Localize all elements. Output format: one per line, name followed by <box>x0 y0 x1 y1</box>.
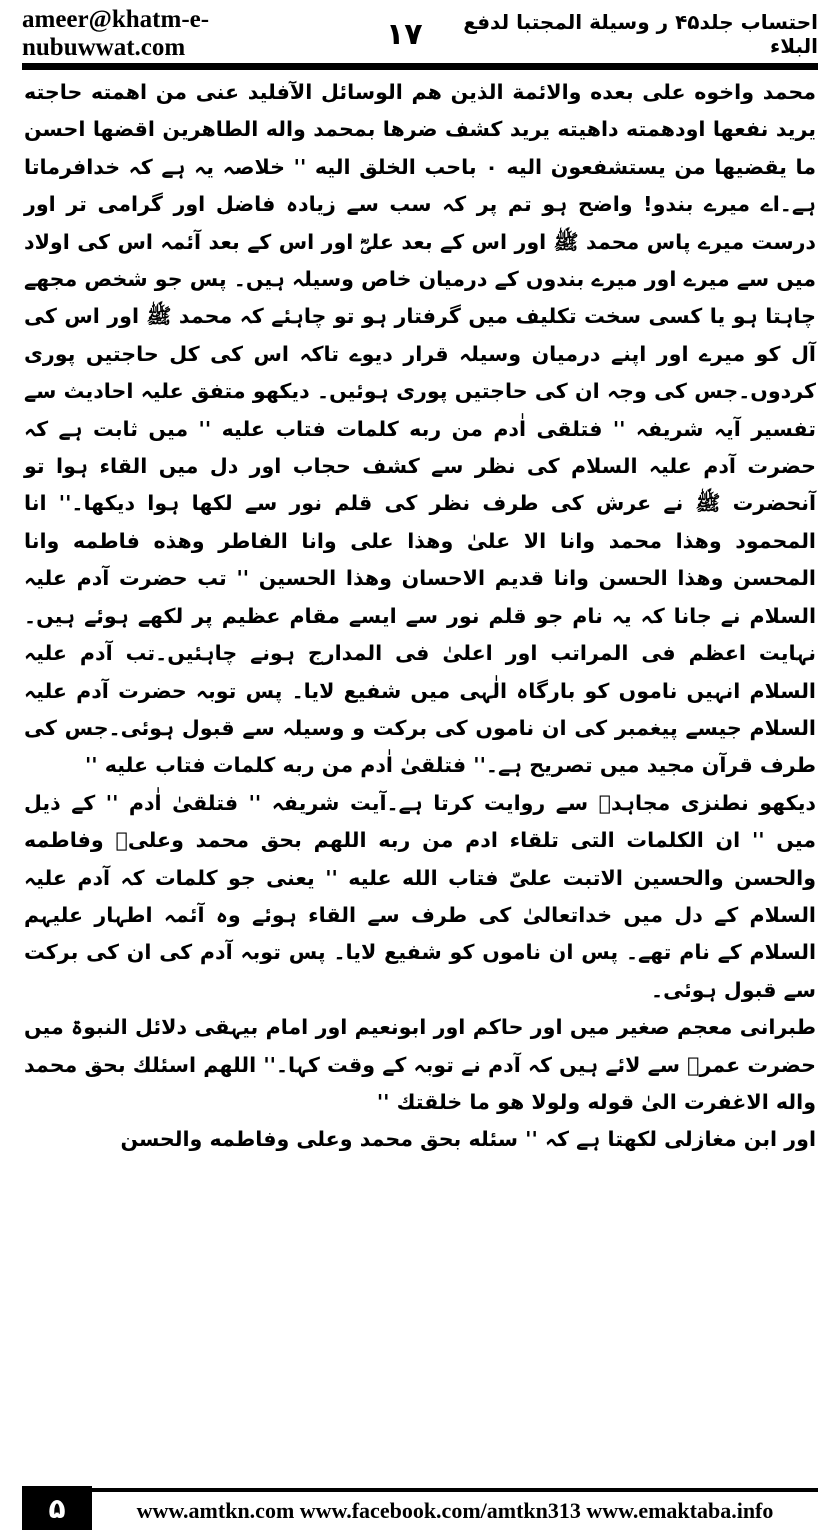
paragraph-1: محمد واخوه على بعده والائمة الذين هم الوسائل الآفليد عنى من اهمته حاجته يريد نفعها اودهمته داهيته يريد كشف ضرها بمحمد واله الطاهرين اقضها احسن ما يقضيها من يستشفعون اليه ٠ باحب الخلق اليه '' خلاصہ یہ ہے کہ خدافرماتا ہے۔اے میرے بندو! واضح ہو تم پر کہ سب سے زیادہ فاضل اور گرامی تر اور درست میرے پاس محمد ﷺ اور اس کے بعد علیؓ اور اس کے بعد آئمہ اس کی اولاد میں سے میرے اور میرے بندوں کے درمیان خاص وسیلہ ہیں۔ پس جو شخص مجھے چاہتا ہو یا کسی سخت تکلیف میں گرفتار ہو تو چاہئے کہ محمد ﷺ اور اس کی آل کو میرے اور اپنے درمیان وسیلہ قرار دیوے تاکہ اس کی کل حاجتیں پوری کردوں۔جس کی وجہ ان کی حاجتیں پوری ہوئیں۔ دیکھو متفق علیہ احادیث سے تفسیر آیہ شریفہ '' فتلقى اٰدم من ربه كلمات فتاب عليه '' میں ثابت ہے کہ حضرت آدم علیہ السلام کی نظر سے کشف حجاب اور دل میں القاء ہوا تو آنحضرت ﷺ نے عرش کی طرف نظر کی قلم نور سے لکھا ہوا دیکھا۔'' انا المحمود وهذا محمد وانا الا علىٰ وهذا على وانا الفاطر وهذه فاطمه وانا المحسن وهذا الحسن وانا قديم الاحسان وهذا الحسين '' تب حضرت آدم علیہ السلام نے جانا کہ یہ نام جو قلم نور سے ایسے مقام عظیم پر لکھے ہوئے ہیں۔نہایت اعظم فی المراتب اور اعلیٰ فی المدارج ہونے چاہئیں۔تب آدم علیہ السلام انہیں ناموں کو بارگاہ الٰہی میں شفیع لایا۔ پس توبہ حضرت آدم علیہ السلام جیسے پیغمبر کی ان ناموں کی برکت و وسیلہ سے قبول ہوئی۔جس کی طرف قرآن مجید میں تصریح ہے۔'' فتلقىٰ اٰدم من ربه كلمات فتاب عليه '' <box>24 80 817 778</box>
header-email: ameer@khatm-e-nubuwwat.com <box>22 6 210 61</box>
page-header <box>22 8 818 60</box>
page-footer <box>22 1486 818 1530</box>
header-left <box>22 6 423 62</box>
paragraph-3: طبرانی معجم صغیر میں اور حاکم اور ابونعیم اور امام بیہقی دلائل النبوۃ میں حضرت عمرؓ سے لائے ہیں کہ آدم نے توبہ کے وقت کہا۔'' اللهم اسئلك بحق محمد واله الاغفرت الىٰ قوله ولولا هو ما خلقتك '' <box>24 1015 816 1114</box>
paragraph-4: اور ابن مغازلی لکھتا ہے کہ '' سئله بحق محمد وعلى وفاطمه والحسن <box>120 1127 816 1152</box>
header-page-marker: ١٧ <box>385 16 423 52</box>
footer-page-number: ۵ <box>22 1486 92 1530</box>
paragraph-2: دیکھو نطنزی مجاہدؒ سے روایت کرتا ہے۔آیت شریفہ '' فتلقىٰ اٰدم '' کے ذیل میں '' ان الكلمات التى تلقاء ادم من ربه اللهم بحق محمد وعلیؓ وفاطمه والحسن والحسين الاتبت علىّ فتاب الله عليه '' یعنی جو کلمات کہ آدم علیہ السلام کے دل میں خداتعالیٰ کی طرف سے القاء ہوئے وہ آئمہ اطہار علیہم السلام کے نام تھے۔ پس ان ناموں کو شفیع لایا۔ پس توبہ آدم کی ان کی برکت سے قبول ہوئی۔ <box>24 790 816 1002</box>
footer-links: www.amtkn.com www.facebook.com/amtkn313 www.emaktaba.info <box>136 1498 774 1523</box>
page-body <box>24 74 816 1474</box>
header-divider <box>22 63 818 70</box>
header-book-title: احتساب جلد۴۵ ر وسیلة المجتبا لدفع البلاء <box>463 10 818 58</box>
footer-right <box>92 1486 818 1530</box>
